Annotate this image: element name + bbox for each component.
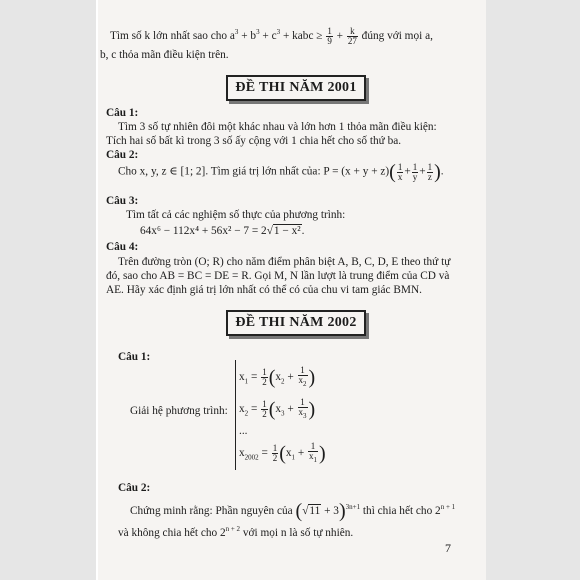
q2-2002-line-1: Chứng minh rằng: Phần nguyên của $(√11 + 3)^{3n+1}$ thì chia hết cho $2^{n + 1}$ [130,500,456,523]
q3-2001-text: Tìm tất cả các nghiệm số thực của phương trình: [126,209,346,221]
system-eq-2: $x_2$ = $\frac{1}{2}$ ($x_3$ + $\frac{1}{x_3}$ ) [239,397,316,421]
q3-label-2001: Câu 3: [106,195,139,207]
system-eq-1: $x_1$ = $\frac{1}{2}$ ($x_2$ + $\frac{1}{x_2}$ ) [239,365,316,389]
q4-2001-line-1: Trên đường tròn (O; R) cho năm điểm phân biệt A, B, C, D, E theo thứ tự [118,256,451,268]
fraction-1-9: $\frac{1}{9}$ [327,25,332,46]
q1-2001-line-2: Tích hai số bất kì trong 3 số ấy cộng với 1 chia hết cho số thứ ba. [106,135,402,147]
system-dots: ... [239,425,248,437]
fraction-k-27: $\frac{k}{27}$ [347,25,357,46]
q2-label-2002: Câu 2: [118,482,151,494]
page-number: 7 [445,541,451,555]
q4-label-2001: Câu 4: [106,241,139,253]
book-page [98,0,486,580]
q1-2001-line-1: Tìm 3 số tự nhiên đôi một khác nhau và lớn hơn 1 thỏa mãn điều kiện: [118,121,437,133]
intro-line-2: b, c thỏa mãn điều kiện trên. [100,49,229,61]
q2-label-2001: Câu 2: [106,149,139,161]
q3-2001-equation: 64x⁶ − 112x⁴ + 56x² − 7 = 2√1 − x². [140,225,305,237]
q2-2002-line-2: và không chia hết cho $2^{n + 2}$ với mọi n là số tự nhiên. [118,525,354,539]
system-eq-last: $x_{2002}$ = $\frac{1}{2}$ ($x_1$ + $\frac{1}{x_1}$ ) [239,441,326,465]
q1-2002-text: Giải hệ phương trình: [130,405,228,417]
q4-2001-line-3: AE. Hãy xác định giá trị lớn nhất có thể có của chu vi tam giác BMN. [106,284,422,296]
q1-label-2001: Câu 1: [106,107,139,119]
banner-2002: ĐỀ THI NĂM 2002 [226,310,366,336]
system-brace [235,360,236,470]
q2-2001-text: Cho x, y, z ∈ [1; 2]. Tìm giá trị lớn nhất của: P = (x + y + z)( $\frac{1}{x}$ + $\frac{1}{y}$ + $\frac{1}{z}$ ). [118,161,444,183]
intro-line-1: Tìm số k lớn nhất sao cho $a^3 + b^3 + c^3$ + kabc ≥ $\frac{1}{9}$ + $\frac{k}{27}$ đúng với mọi a, [110,25,433,46]
banner-2001: ĐỀ THI NĂM 2001 [226,75,366,101]
q4-2001-line-2: đó, sao cho AB = BC = DE = R. Gọi M, N lần lượt là trung điểm của CD và [106,270,450,282]
q1-label-2002: Câu 1: [118,351,151,363]
